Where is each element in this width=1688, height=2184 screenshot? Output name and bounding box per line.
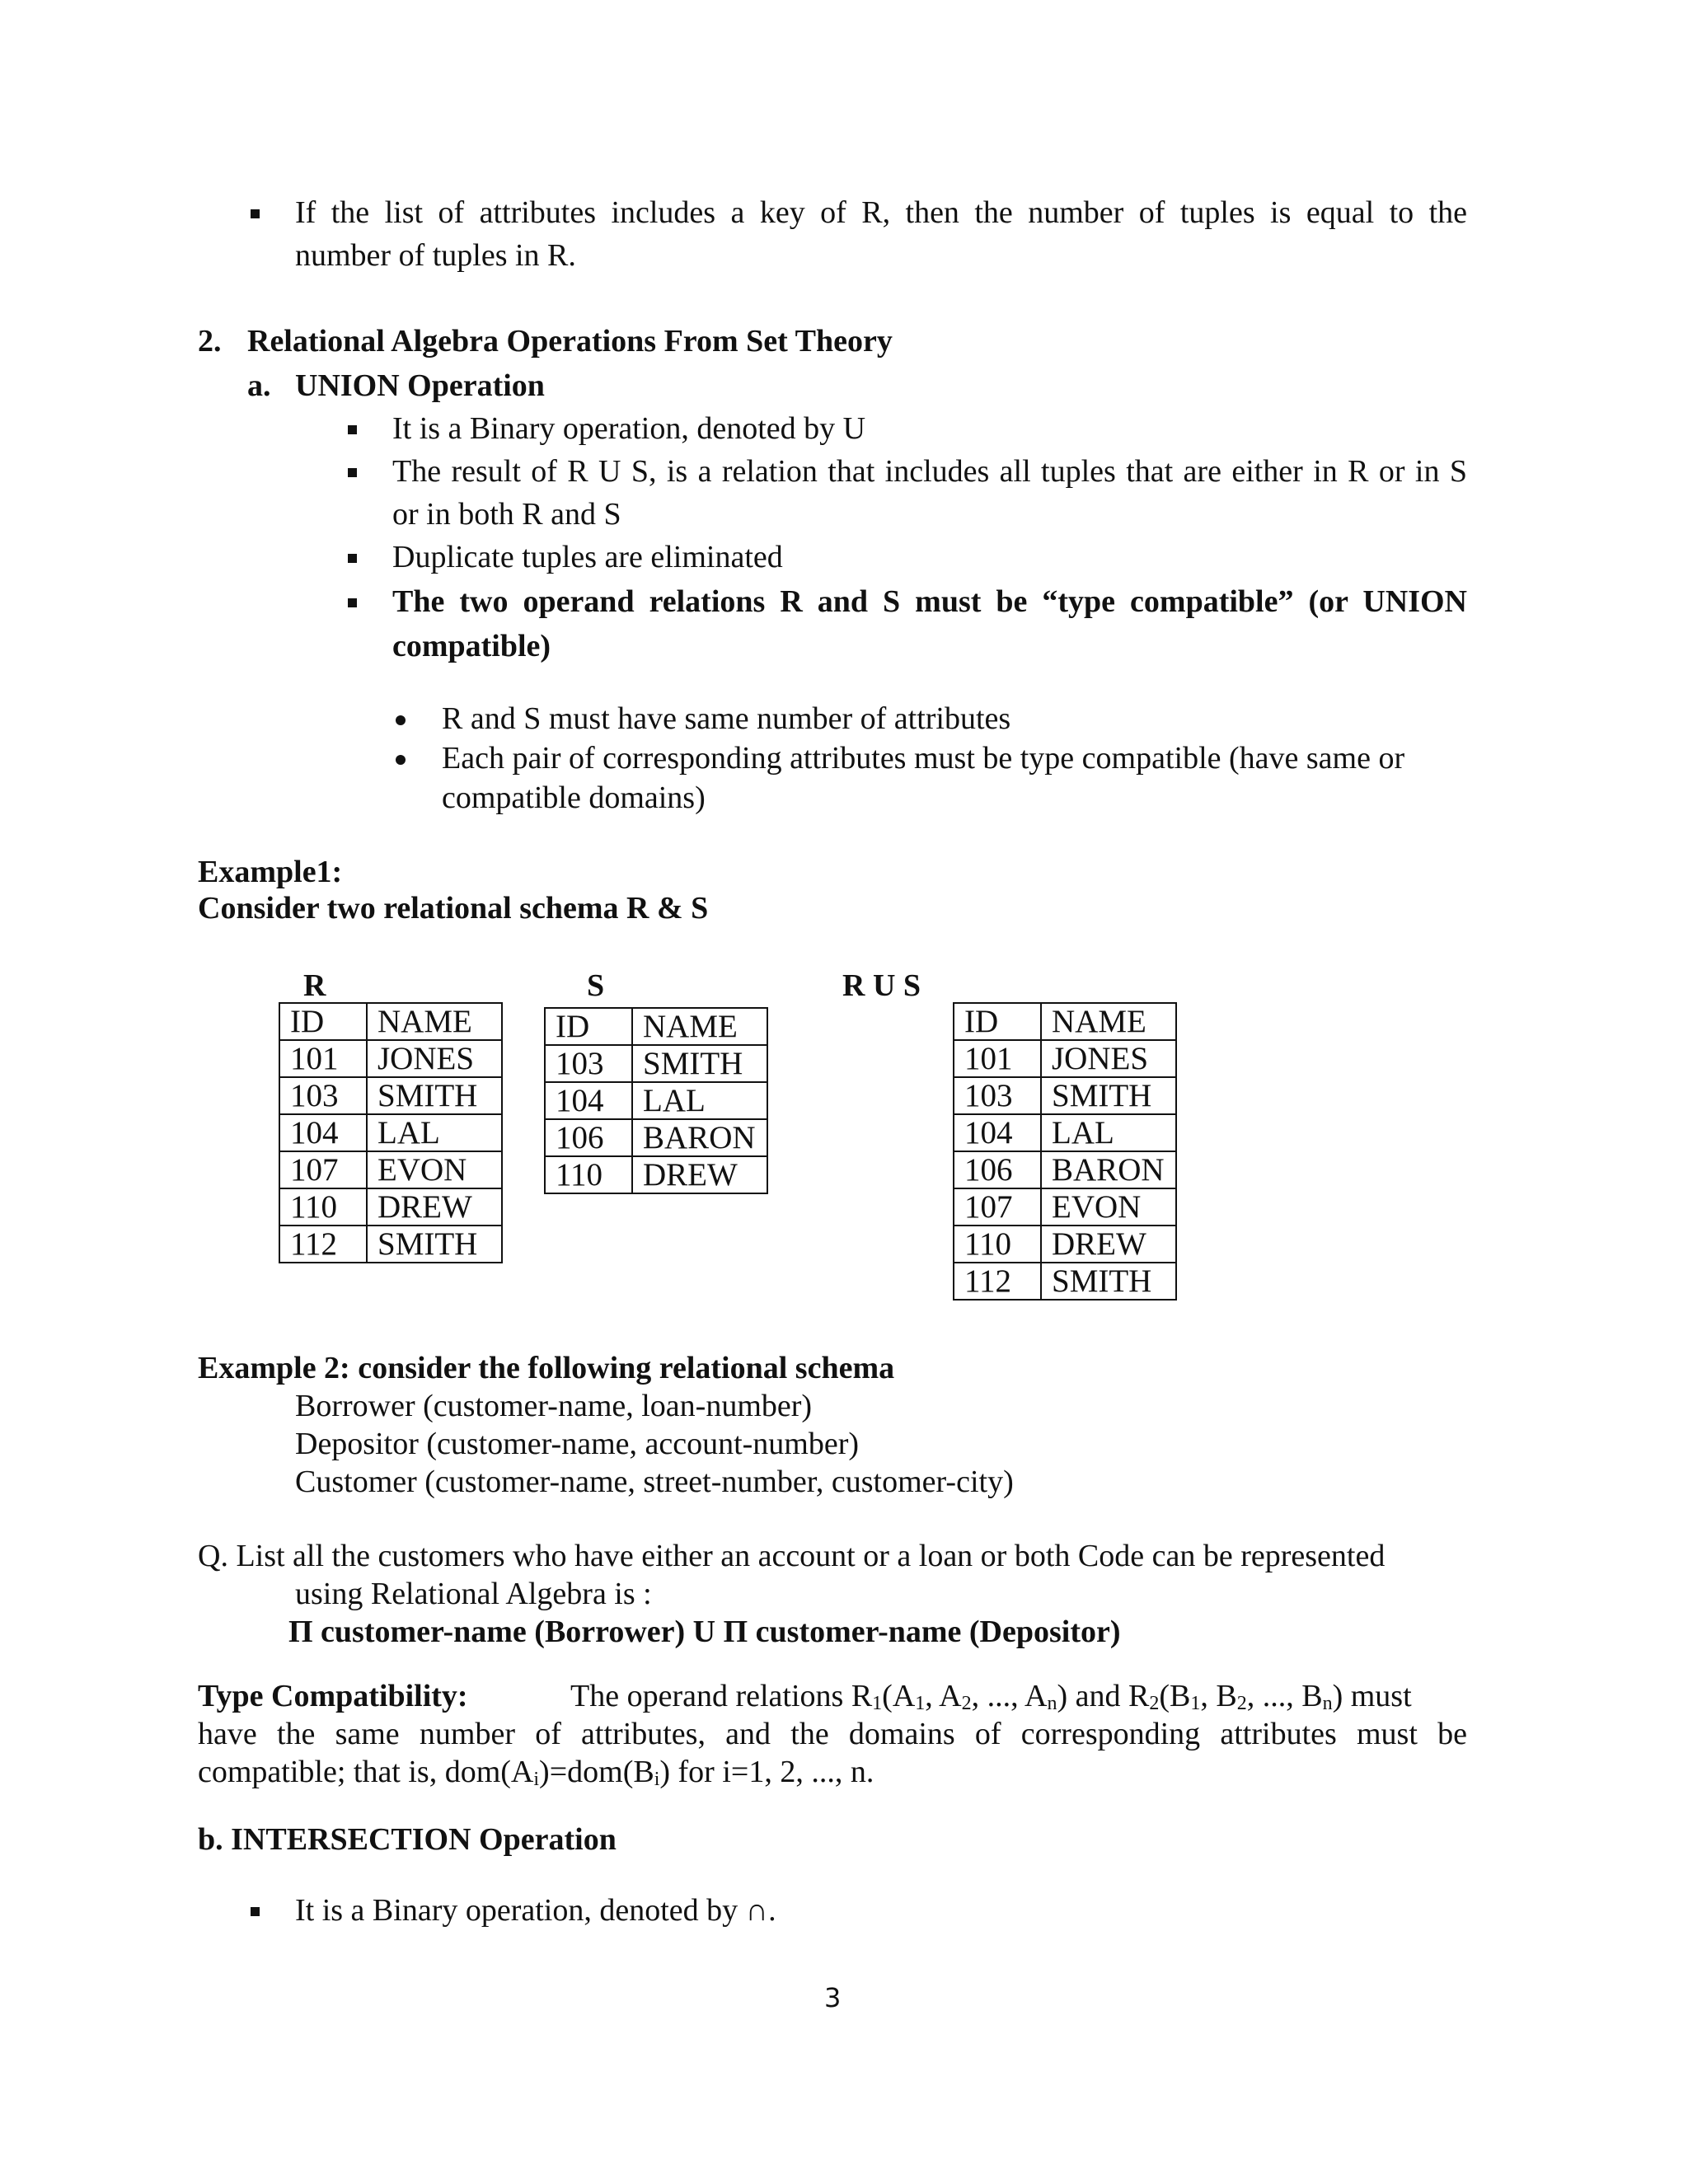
bullet-square-icon [348, 425, 357, 434]
cell-name: JONES [367, 1040, 502, 1077]
question-line1: Q. List all the customers who have either an account or a loan or both Code can be represented [198, 1539, 1386, 1573]
cell-id: 104 [954, 1114, 1041, 1151]
cell-name: DREW [632, 1156, 767, 1193]
cell-id: 110 [279, 1188, 367, 1226]
cell-name: EVON [1041, 1188, 1176, 1226]
union-bullet-3: Duplicate tuples are eliminated [392, 540, 783, 574]
section2-number: 2. [198, 324, 222, 359]
table-row [279, 1151, 502, 1188]
example1-subtitle: Consider two relational schema R & S [198, 891, 709, 926]
table-row [279, 1114, 502, 1151]
table-row [954, 1151, 1176, 1188]
table-s [544, 1007, 768, 1194]
table-rus-label: R U S [842, 968, 921, 1003]
section-b-title: b. INTERSECTION Operation [198, 1822, 617, 1857]
table-row [954, 1226, 1176, 1263]
cell-id: ID [545, 1008, 632, 1045]
cell-id: ID [279, 1003, 367, 1040]
cell-id: 106 [545, 1119, 632, 1156]
top-bullet-line2: number of tuples in R. [295, 238, 576, 273]
table-rus [953, 1002, 1177, 1301]
schema-customer: Customer (customer-name, street-number, customer-city) [295, 1465, 1014, 1499]
cell-name: LAL [632, 1082, 767, 1119]
cell-name: NAME [632, 1008, 767, 1045]
cell-name: LAL [367, 1114, 502, 1151]
cell-name: DREW [1041, 1226, 1176, 1263]
cell-name: DREW [367, 1188, 502, 1226]
sub-bullet-2: Each pair of corresponding attributes must be type compatible (have same or [442, 741, 1405, 776]
table-row [545, 1082, 767, 1119]
cell-name: JONES [1041, 1040, 1176, 1077]
table-r-label: R [303, 968, 326, 1003]
cell-name: SMITH [1041, 1077, 1176, 1114]
page-number: 3 [824, 1982, 842, 2013]
union-bullet-4: The two operand relations R and S must be “type compatible” (or UNION [392, 584, 1467, 619]
relational-expression: Π customer-name (Borrower) U Π customer-name (Depositor) [288, 1615, 1121, 1649]
cell-id: 106 [954, 1151, 1041, 1188]
bullet-square-icon [251, 209, 260, 218]
cell-name: EVON [367, 1151, 502, 1188]
union-bullet-2: The result of R U S, is a relation that includes all tuples that are either in R or in S [392, 454, 1467, 489]
table-row [954, 1077, 1176, 1114]
cell-id: 107 [954, 1188, 1041, 1226]
cell-id: ID [954, 1003, 1041, 1040]
type-compat-line1-pre: The operand relations R [570, 1679, 873, 1713]
table-row [954, 1114, 1176, 1151]
bullet-dot-icon [396, 755, 406, 765]
cell-id: 101 [279, 1040, 367, 1077]
table-row [279, 1226, 502, 1263]
type-compat-line2: have the same number of attributes, and the domains of corresponding attributes must be [198, 1717, 1467, 1751]
union-bullet-1: It is a Binary operation, denoted by U [392, 411, 866, 446]
cell-id: 104 [545, 1082, 632, 1119]
bullet-square-icon [348, 554, 357, 563]
sub-a-letter: a. [247, 368, 271, 403]
table-header-row [545, 1008, 767, 1045]
union-bullet-4-cont: compatible) [392, 629, 551, 663]
question-line2: using Relational Algebra is : [295, 1577, 652, 1611]
type-compat-line1: The operand relations $R_1(A_1$, $A_2$, ..., $A_n$) and $R_2(B_1$, $B_2$, ..., $B_n$) must [570, 1679, 1412, 1714]
cell-id: 103 [954, 1077, 1041, 1114]
table-header-row [279, 1003, 502, 1040]
cell-name: LAL [1041, 1114, 1176, 1151]
sub-bullet-1: R and S must have same number of attributes [442, 701, 1011, 736]
cell-id: 112 [279, 1226, 367, 1263]
cell-name: SMITH [367, 1077, 502, 1114]
type-compat-label: Type Compatibility: [198, 1679, 468, 1713]
cell-name: SMITH [1041, 1263, 1176, 1300]
cell-id: 110 [545, 1156, 632, 1193]
cell-name: SMITH [367, 1226, 502, 1263]
section2-title: Relational Algebra Operations From Set Theory [247, 324, 893, 359]
type-compat-line3: compatible; that is, $dom(A_i)=dom(B_i)$ for i=1, 2, ..., n. [198, 1755, 874, 1790]
top-bullet-line1: If the list of attributes includes a key of R, then the number of tuples is equal to the [295, 195, 1467, 230]
table-r [279, 1002, 503, 1263]
union-bullet-2-cont: or in both R and S [392, 497, 621, 532]
cell-name: BARON [1041, 1151, 1176, 1188]
table-row [279, 1077, 502, 1114]
table-row [279, 1188, 502, 1226]
bullet-square-icon [251, 1907, 260, 1916]
cell-id: 101 [954, 1040, 1041, 1077]
bullet-square-icon [348, 468, 357, 477]
table-s-label: S [587, 968, 605, 1003]
cell-id: 103 [545, 1045, 632, 1082]
example1-title: Example1: [198, 855, 343, 889]
table-row [545, 1045, 767, 1082]
cell-name: NAME [367, 1003, 502, 1040]
section-b-bullet: It is a Binary operation, denoted by ∩. [295, 1893, 776, 1928]
table-row [954, 1188, 1176, 1226]
cell-id: 112 [954, 1263, 1041, 1300]
bullet-dot-icon [396, 715, 406, 725]
bullet-square-icon [348, 598, 357, 607]
table-header-row [954, 1003, 1176, 1040]
schema-borrower: Borrower (customer-name, loan-number) [295, 1389, 813, 1423]
cell-id: 107 [279, 1151, 367, 1188]
cell-name: SMITH [632, 1045, 767, 1082]
example2-title: Example 2: consider the following relational schema [198, 1351, 895, 1385]
sub-bullet-2-cont: compatible domains) [442, 780, 706, 815]
schema-depositor: Depositor (customer-name, account-number) [295, 1427, 860, 1461]
table-row [545, 1156, 767, 1193]
cell-id: 104 [279, 1114, 367, 1151]
table-row [545, 1119, 767, 1156]
cell-name: BARON [632, 1119, 767, 1156]
table-row [279, 1040, 502, 1077]
cell-id: 103 [279, 1077, 367, 1114]
table-row [954, 1263, 1176, 1300]
cell-name: NAME [1041, 1003, 1176, 1040]
table-row [954, 1040, 1176, 1077]
cell-id: 110 [954, 1226, 1041, 1263]
sub-a-title: UNION Operation [295, 368, 545, 403]
